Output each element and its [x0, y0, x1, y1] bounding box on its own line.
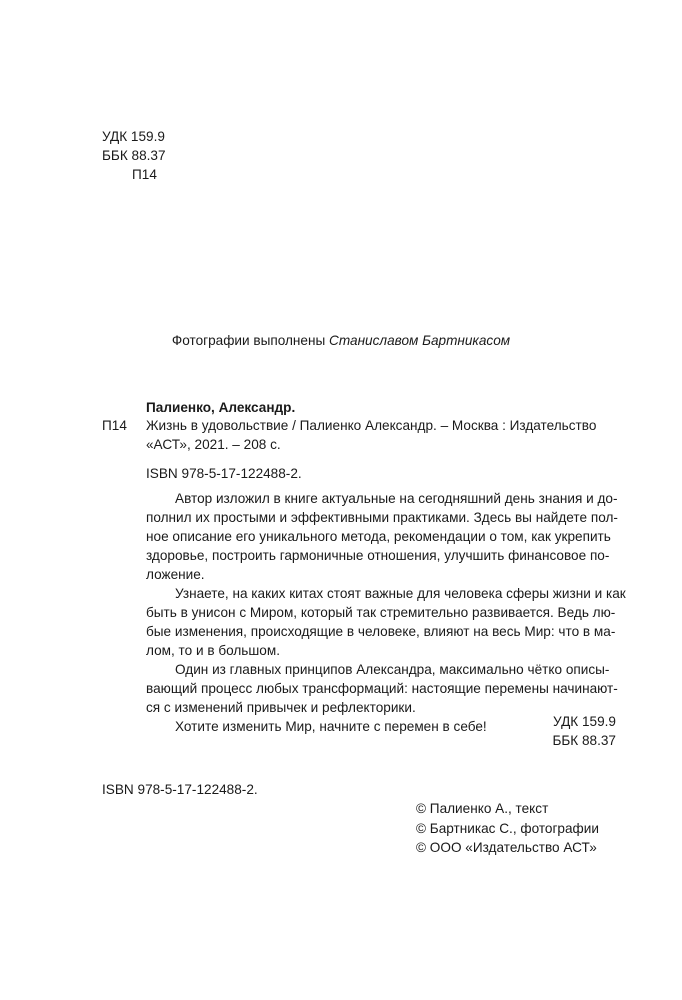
abstract-line: ся с изменений привычек и рефлекторики.	[146, 700, 416, 715]
abstract-line: Узнаете, на каких китах стоят важные для человека сферы жизни и как	[175, 586, 626, 601]
udk-code: УДК 159.9	[553, 714, 616, 729]
bib-description-line: Жизнь в удовольствие / Палиенко Александр. – Москва : Издательство	[146, 418, 597, 433]
photo-credit	[0, 331, 682, 350]
abstract-line: вающий процесс любых трансформаций: настоящие перемены начинают-	[146, 681, 618, 696]
bbk-code: ББК 88.37	[552, 733, 616, 748]
classification-block-bottom	[552, 712, 616, 750]
abstract-line: лом, то и в большом.	[146, 643, 280, 658]
abstract-line: бые изменения, происходящие в человеке, влияют на весь Мир: что в ма-	[146, 624, 616, 639]
abstract-text	[146, 489, 626, 736]
abstract-line: Хотите изменить Мир, начните с перемен в себе!	[175, 719, 487, 734]
copyright-line: © Бартникас С., фотографии	[416, 820, 599, 836]
udk-code: УДК 159.9	[102, 129, 165, 144]
bbk-code: ББК 88.37	[102, 148, 166, 163]
bib-description	[146, 416, 598, 454]
abstract-line: Один из главных принципов Александра, максимально чётко описы-	[175, 662, 610, 677]
photographer-name: Станиславом Бартникасом	[329, 333, 511, 348]
classification-block-top	[102, 127, 166, 184]
abstract-line: Автор изложил в книге актуальные на сегодняшний день знания и до-	[175, 491, 618, 506]
bib-description-line: «АСТ», 2021. – 208 с.	[146, 437, 281, 452]
bib-author: Палиенко, Александр.	[146, 400, 296, 415]
abstract-line: полнил их простыми и эффективными практиками. Здесь вы найдете пол-	[146, 510, 618, 525]
bib-isbn: ISBN 978-5-17-122488-2.	[146, 466, 302, 481]
bib-author-mark: П14	[102, 418, 127, 433]
photo-credit-prefix: Фотографии выполнены	[171, 333, 330, 348]
copyright-line: © ООО «Издательство АСТ»	[416, 840, 597, 855]
abstract-line: ложение.	[146, 567, 205, 582]
abstract-line: быть в унисон с Миром, который так стремительно развивается. Ведь лю-	[146, 605, 616, 620]
abstract-line: здоровье, построить гармоничные отношения, улучшить финансовое по-	[146, 548, 610, 563]
isbn-bottom: ISBN 978-5-17-122488-2.	[102, 782, 258, 797]
author-mark: П14	[132, 167, 157, 182]
copyright-block	[416, 799, 599, 858]
copyright-line: © Палиенко А., текст	[416, 801, 549, 816]
abstract-line: ное описание его уникального метода, рекомендации о том, как укрепить	[146, 529, 611, 544]
